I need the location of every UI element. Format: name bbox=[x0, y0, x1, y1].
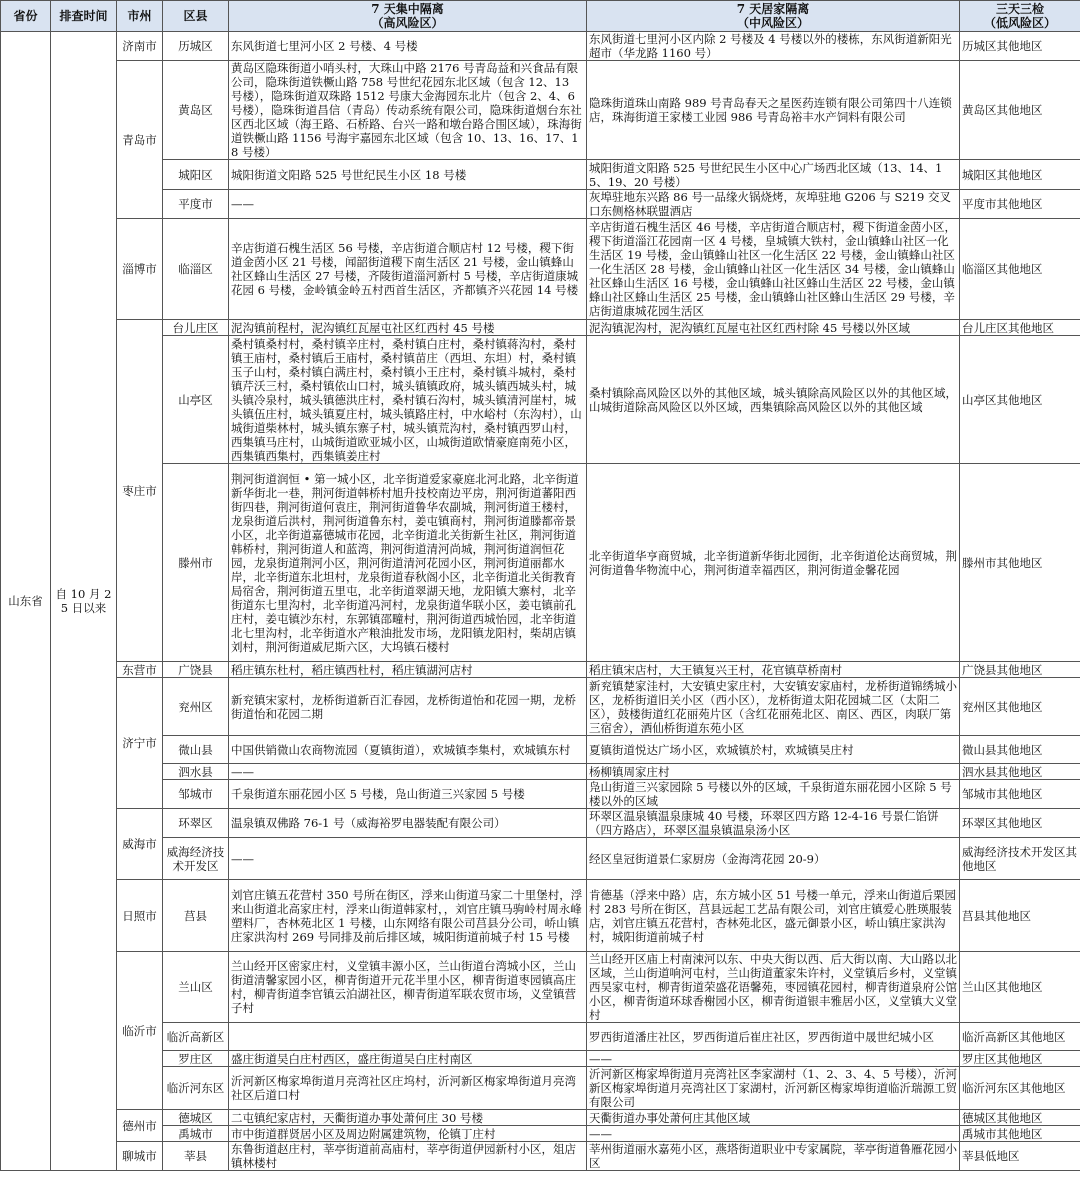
table-row bbox=[1, 780, 1080, 809]
low-risk-cell: 平度市其他地区 bbox=[960, 190, 1080, 219]
header-mid-risk: 7 天居家隔离 （中风险区） bbox=[587, 1, 960, 32]
city-cell: 聊城市 bbox=[117, 1142, 163, 1171]
city-cell: 日照市 bbox=[117, 880, 163, 952]
header-time: 排查时间 bbox=[51, 1, 117, 32]
province-cell: 山东省 bbox=[1, 32, 51, 1171]
high-risk-cell: 新兖镇宋家村，龙桥街道新百汇春园，龙桥街道怡和花园一期，龙桥街道怡和花园二期 bbox=[229, 678, 587, 736]
table-row bbox=[1, 1110, 1080, 1126]
header-high-risk: 7 天集中隔离 （高风险区） bbox=[229, 1, 587, 32]
table-row bbox=[1, 838, 1080, 880]
district-cell: 泗水县 bbox=[163, 764, 229, 780]
low-risk-cell: 台儿庄区其他地区 bbox=[960, 320, 1080, 336]
mid-risk-cell: 沂河新区梅家埠街道月亮湾社区李家湖村（1、2、3、4、5 号楼），沂河新区梅家埠街道月亮湾社区丁家湖村，沂河新区梅家埠街道临沂瑞源工贸有限公司 bbox=[587, 1067, 960, 1110]
mid-risk-cell: 稻庄镇宋店村，大王镇复兴王村，花官镇草桥南村 bbox=[587, 662, 960, 678]
mid-risk-cell: 新兖镇楚家洼村，大安镇史家庄村，大安镇安家庙村，龙桥街道锦绣城小区，龙桥街道旧关小区（西小区），龙桥街道太阳花园城二区（太阳二区），鼓楼街道红花丽苑片区（含红花丽苑北区、南区、西区，肉联厂第三宿舍），酒仙桥街道东苑小区 bbox=[587, 678, 960, 736]
high-risk-cell: 桑村镇桑村村，桑村镇辛庄村，桑村镇白庄村，桑村镇蒋沟村，桑村镇王庙村，桑村镇后王庙村，桑村镇苗庄（西坦、东坦）村，桑村镇玉子山村，桑村镇白满庄村，桑村镇小王庄村，桑村镇斗城村，桑村镇芹沃三村，桑村镇依山口村，城头镇镇政府，城头镇西城头村，城头镇冷泉村，城头镇德洪庄村，桑村镇石沟村，城头镇清河崖村，城头镇伍庄村，城头镇夏庄村，城头镇路庄村，中水峪村（东沟村），山城街道柴林村，城头镇东寨子村，城头镇荒沟村，桑村镇西罗山村，西集镇马庄村，山城街道欧亚城小区，山城街道欧情豪庭南苑小区，西集镇西集村，西集镇姜庄村 bbox=[229, 336, 587, 464]
table-row bbox=[1, 160, 1080, 190]
district-cell: 德城区 bbox=[163, 1110, 229, 1126]
district-cell: 威海经济技术开发区 bbox=[163, 838, 229, 880]
district-cell: 山亭区 bbox=[163, 336, 229, 464]
high-risk-cell: 辛店街道石槐生活区 56 号楼，辛店街道合顺店村 12 号楼，稷下街道金茵小区 21 号楼，闻韶街道稷下南生活区 21 号楼，金山镇蜂山社区蜂山生活区 27 号楼，齐陵街道淄河新村 5 号楼，辛店街道康城花园 6 号楼，金岭镇金岭五村西首生活区，齐都镇齐兴花园 14 号楼 bbox=[229, 219, 587, 320]
header-low-risk: 三天三检 （低风险区） bbox=[960, 1, 1080, 32]
mid-risk-cell: 城阳街道文阳路 525 号世纪民生小区中心广场西北区域（13、14、15、19、20 号楼） bbox=[587, 160, 960, 190]
district-cell: 黄岛区 bbox=[163, 61, 229, 160]
low-risk-cell: 邹城市其他地区 bbox=[960, 780, 1080, 809]
high-risk-cell: 城阳街道文阳路 525 号世纪民生小区 18 号楼 bbox=[229, 160, 587, 190]
high-risk-cell: 稻庄镇东杜村，稻庄镇西杜村，稻庄镇湖河店村 bbox=[229, 662, 587, 678]
low-risk-cell: 城阳区其他地区 bbox=[960, 160, 1080, 190]
low-risk-cell: 莒县其他地区 bbox=[960, 880, 1080, 952]
low-risk-cell: 禹城市其他地区 bbox=[960, 1126, 1080, 1142]
mid-risk-cell: 泥沟镇泥沟村，泥沟镇红瓦屋屯社区红西村除 45 号楼以外区域 bbox=[587, 320, 960, 336]
table-row bbox=[1, 1126, 1080, 1142]
table-row bbox=[1, 880, 1080, 952]
mid-risk-cell: 凫山街道三兴家园除 5 号楼以外的区域，千泉街道东丽花园小区除 5 号楼以外的区域 bbox=[587, 780, 960, 809]
table-row bbox=[1, 320, 1080, 336]
mid-risk-cell: 灰埠驻地东兴路 86 号一品缘火锅烧烤，灰埠驻地 G206 与 S219 交叉口东侧格林联盟酒店 bbox=[587, 190, 960, 219]
table-row bbox=[1, 464, 1080, 662]
high-risk-cell: 东风街道七里河小区 2 号楼、4 号楼 bbox=[229, 32, 587, 61]
table-row bbox=[1, 678, 1080, 736]
mid-risk-cell: 肯德基（浮来中路）店，东方城小区 51 号楼一单元，浮来山街道后栗园村 283 号所在街区，莒县远起工艺品有限公司，刘官庄镇爱心胜瑛服装店，刘官庄镇五花营村，杏林苑北区，盛元御景小区，峤山镇庄家洪沟村，城阳街道前城子村 bbox=[587, 880, 960, 952]
district-cell: 临淄区 bbox=[163, 219, 229, 320]
time-cell: 自 10 月 25 日以来 bbox=[51, 32, 117, 1171]
table-row bbox=[1, 61, 1080, 160]
district-cell: 微山县 bbox=[163, 736, 229, 764]
header-row bbox=[1, 1, 1080, 32]
high-risk-cell: 泥沟镇前程村，泥沟镇红瓦屋屯社区红西村 45 号楼 bbox=[229, 320, 587, 336]
city-cell: 德州市 bbox=[117, 1110, 163, 1142]
city-cell: 枣庄市 bbox=[117, 320, 163, 662]
mid-risk-cell: 经区皇冠街道景仁家厨房（金海湾花园 20-9） bbox=[587, 838, 960, 880]
district-cell: 城阳区 bbox=[163, 160, 229, 190]
district-cell: 莒县 bbox=[163, 880, 229, 952]
district-cell: 历城区 bbox=[163, 32, 229, 61]
city-cell: 青岛市 bbox=[117, 61, 163, 219]
low-risk-cell: 滕州市其他地区 bbox=[960, 464, 1080, 662]
table-row bbox=[1, 736, 1080, 764]
district-cell: 邹城市 bbox=[163, 780, 229, 809]
low-risk-cell: 威海经济技术开发区其他地区 bbox=[960, 838, 1080, 880]
mid-risk-cell: 环翠区温泉镇温泉康城 40 号楼，环翠区四方路 12-4-16 号景仁馅饼（四方路店），环翠区温泉镇温泉汤小区 bbox=[587, 809, 960, 838]
table-row bbox=[1, 190, 1080, 219]
mid-risk-cell: —— bbox=[587, 1126, 960, 1142]
low-risk-cell: 德城区其他地区 bbox=[960, 1110, 1080, 1126]
high-risk-cell: 东鲁街道赵庄村，莘亭街道前高庙村，莘亭街道伊园新村小区，俎店镇林楼村 bbox=[229, 1142, 587, 1171]
mid-risk-cell: 兰山经开区庙上村南涑河以东、中央大街以西、后大街以南、大山路以北区域，兰山街道响河屯村，兰山街道董家朱许村，义堂镇后乡村，义堂镇西吴家屯村，柳青街道荣盛花语馨苑，枣园镇花园村，柳青街道泉府公馆小区，柳青街道环球香榭园小区，柳青街道银丰雅居小区，义堂镇大义堂村 bbox=[587, 952, 960, 1023]
table-row bbox=[1, 32, 1080, 61]
high-risk-cell: —— bbox=[229, 190, 587, 219]
high-risk-cell: 盛庄街道吴白庄村西区，盛庄街道吴白庄村南区 bbox=[229, 1051, 587, 1067]
low-risk-cell: 山亭区其他地区 bbox=[960, 336, 1080, 464]
low-risk-cell: 兖州区其他地区 bbox=[960, 678, 1080, 736]
table-row bbox=[1, 219, 1080, 320]
mid-risk-cell: —— bbox=[587, 1051, 960, 1067]
low-risk-cell: 环翠区其他地区 bbox=[960, 809, 1080, 838]
table-row bbox=[1, 662, 1080, 678]
district-cell: 台儿庄区 bbox=[163, 320, 229, 336]
city-cell: 东营市 bbox=[117, 662, 163, 678]
high-risk-cell: 荆河街道润恒 • 第一城小区，北辛街道爱家豪庭北河北路，北辛街道新华街北一巷，荆河街道韩桥村旭升技校南边平房，荆河街道蕃阳西街四巷，荆河街道何袁庄，荆河街道鲁华农副城，荆河街道王楼村，龙泉街道后洪村，荆河街道鲁东村，姜屯镇商村，荆河街道滕都帝景小区，北辛街道嘉德城市花园，北辛街道北关街新生社区，荆河街道韩桥村，荆河街道人和蓝湾，荆河街道清河尚城，荆河街道润恒花园，龙泉街道荆河小区，荆河街道清河花园小区，荆河街道丽都水岸，北辛街道东北坦村，龙泉街道春秋阁小区，北辛街道北关街教育局宿舍，荆河街道五里屯，北辛街道翠湖天地，龙阳镇大寨村，北辛街道东七里沟村，北辛街道冯河村，龙泉街道华联小区，姜屯镇前孔庄村，姜屯镇沙东村，东郭镇邵疃村，荆河街道西城怡园，北辛街道北七里沟村，北辛街道水产粮油批发市场，龙阳镇龙阳村，柴胡店镇刘村，荆河街道威尼斯六区，大坞镇石楼村 bbox=[229, 464, 587, 662]
mid-risk-cell: 辛店街道石槐生活区 46 号楼，辛店街道合顺店村，稷下街道金茵小区，稷下街道淄江花园南一区 4 号楼，皇城镇大铁村，金山镇蜂山社区一化生活区 19 号楼，金山镇蜂山社区一化生活区 22 号楼，金山镇蜂山社区一化生活区 28 号楼，金山镇蜂山社区一化生活区 34 号楼，金山镇蜂山社区蜂山生活区 16 号楼，金山镇蜂山社区蜂山生活区 22 号楼，金山镇蜂山社区蜂山生活区 25 号楼，金山镇蜂山社区蜂山生活区 29 号楼，辛店街道康城花园生活区 bbox=[587, 219, 960, 320]
table-row bbox=[1, 1051, 1080, 1067]
low-risk-cell: 莘县低地区 bbox=[960, 1142, 1080, 1171]
high-risk-cell: —— bbox=[229, 764, 587, 780]
district-cell: 兖州区 bbox=[163, 678, 229, 736]
district-cell: 环翠区 bbox=[163, 809, 229, 838]
mid-risk-cell: 北辛街道华亨商贸城，北辛街道新华街北园街，北辛街道伦达商贸城，荆河街道鲁华物流中心，荆河街道幸福西区，荆河街道金馨花园 bbox=[587, 464, 960, 662]
header-city: 市州 bbox=[117, 1, 163, 32]
low-risk-cell: 历城区其他地区 bbox=[960, 32, 1080, 61]
header-province: 省份 bbox=[1, 1, 51, 32]
mid-risk-cell: 隐珠街道珠山南路 989 号青岛春天之星医药连锁有限公司第四十八连锁店，珠海街道王家楼工业园 986 号青岛裕丰水产饲料有限公司 bbox=[587, 61, 960, 160]
low-risk-cell: 兰山区其他地区 bbox=[960, 952, 1080, 1023]
city-cell: 威海市 bbox=[117, 809, 163, 880]
high-risk-cell: 千泉街道东丽花园小区 5 号楼，凫山街道三兴家园 5 号楼 bbox=[229, 780, 587, 809]
table-row bbox=[1, 952, 1080, 1023]
high-risk-cell: 中国供销微山农商物流园（夏镇街道），欢城镇李集村，欢城镇东村 bbox=[229, 736, 587, 764]
district-cell: 禹城市 bbox=[163, 1126, 229, 1142]
district-cell: 临沂高新区 bbox=[163, 1023, 229, 1051]
high-risk-cell bbox=[229, 1023, 587, 1051]
high-risk-cell: 二屯镇纪家店村，天衢街道办事处萧何庄 30 号楼 bbox=[229, 1110, 587, 1126]
mid-risk-cell: 桑村镇除高风险区以外的其他区域，城头镇除高风险区以外的其他区域，山城街道除高风险区以外区域，西集镇除高风险区以外的其他区域 bbox=[587, 336, 960, 464]
mid-risk-cell: 莘州街道丽水嘉苑小区，燕塔街道职业中专家属院，莘亭街道鲁雁花园小区 bbox=[587, 1142, 960, 1171]
high-risk-cell: —— bbox=[229, 838, 587, 880]
low-risk-cell: 泗水县其他地区 bbox=[960, 764, 1080, 780]
high-risk-cell: 市中街道群贤居小区及周边附属建筑物，伦镇丁庄村 bbox=[229, 1126, 587, 1142]
table-row bbox=[1, 1142, 1080, 1171]
high-risk-cell: 兰山经开区密家庄村，义堂镇丰源小区，兰山街道台湾城小区，兰山街道清馨家园小区，柳青街道开元花半里小区，柳青街道枣园镇高庄村，柳青街道李官镇云泊湖社区，柳青街道军联农贸市场，义堂镇营子村 bbox=[229, 952, 587, 1023]
district-cell: 兰山区 bbox=[163, 952, 229, 1023]
mid-risk-cell: 天衢街道办事处萧何庄其他区域 bbox=[587, 1110, 960, 1126]
table-row bbox=[1, 1023, 1080, 1051]
low-risk-cell: 临淄区其他地区 bbox=[960, 219, 1080, 320]
district-cell: 罗庄区 bbox=[163, 1051, 229, 1067]
high-risk-cell: 黄岛区隐珠街道小哨头村，大珠山中路 2176 号青岛益和兴食品有限公司，隐珠街道铁橛山路 758 号世纪花园东北区域（包含 12、13 号楼），隐珠街道双珠路 1512 号康大金海园东北片（包含 2、4、6 号楼），隐珠街道昌信（青岛）传动系统有限公司，隐珠街道烟台东社区西北区域（海王路、石桥路、台兴一路和墩台路合围区域），珠海街道铁橛山路 1156 号海宇嘉园东北区域（包含 10、13、16、17、18 号楼） bbox=[229, 61, 587, 160]
high-risk-cell: 沂河新区梅家埠街道月亮湾社区庄坞村，沂河新区梅家埠街道月亮湾社区后道口村 bbox=[229, 1067, 587, 1110]
low-risk-cell: 广饶县其他地区 bbox=[960, 662, 1080, 678]
city-cell: 济南市 bbox=[117, 32, 163, 61]
district-cell: 临沂河东区 bbox=[163, 1067, 229, 1110]
table-row bbox=[1, 1067, 1080, 1110]
city-cell: 济宁市 bbox=[117, 678, 163, 809]
table-row bbox=[1, 809, 1080, 838]
low-risk-cell: 黄岛区其他地区 bbox=[960, 61, 1080, 160]
low-risk-cell: 微山县其他地区 bbox=[960, 736, 1080, 764]
low-risk-cell: 临沂河东区其他地区 bbox=[960, 1067, 1080, 1110]
mid-risk-cell: 夏镇街道悦达广场小区，欢城镇於村，欢城镇吴庄村 bbox=[587, 736, 960, 764]
district-cell: 滕州市 bbox=[163, 464, 229, 662]
header-district: 区县 bbox=[163, 1, 229, 32]
city-cell: 临沂市 bbox=[117, 952, 163, 1110]
mid-risk-cell: 杨柳镇周家庄村 bbox=[587, 764, 960, 780]
district-cell: 平度市 bbox=[163, 190, 229, 219]
low-risk-cell: 罗庄区其他地区 bbox=[960, 1051, 1080, 1067]
high-risk-cell: 温泉镇双佛路 76-1 号（威海裕罗电器装配有限公司） bbox=[229, 809, 587, 838]
city-cell: 淄博市 bbox=[117, 219, 163, 320]
mid-risk-cell: 东风街道七里河小区内除 2 号楼及 4 号楼以外的楼栋，东风街道新阳光超市（华龙路 1160 号） bbox=[587, 32, 960, 61]
table-row bbox=[1, 336, 1080, 464]
high-risk-cell: 刘官庄镇五花营村 350 号所在街区，浮来山街道马家二十里堡村，浮来山街道北高家庄村，浮来山街道韩家村，，刘官庄镇马驹岭村周永峰塑料厂，杏林苑北区 1 号楼，山东网络有限公司莒县分公司，峤山镇庄家洪沟村 269 号同排及前后排区域，城阳街道前城子村 15 号楼 bbox=[229, 880, 587, 952]
table-row bbox=[1, 764, 1080, 780]
mid-risk-cell: 罗西街道潘庄社区，罗西街道后崔庄社区，罗西街道中晟世纪城小区 bbox=[587, 1023, 960, 1051]
district-cell: 莘县 bbox=[163, 1142, 229, 1171]
district-cell: 广饶县 bbox=[163, 662, 229, 678]
low-risk-cell: 临沂高新区其他地区 bbox=[960, 1023, 1080, 1051]
